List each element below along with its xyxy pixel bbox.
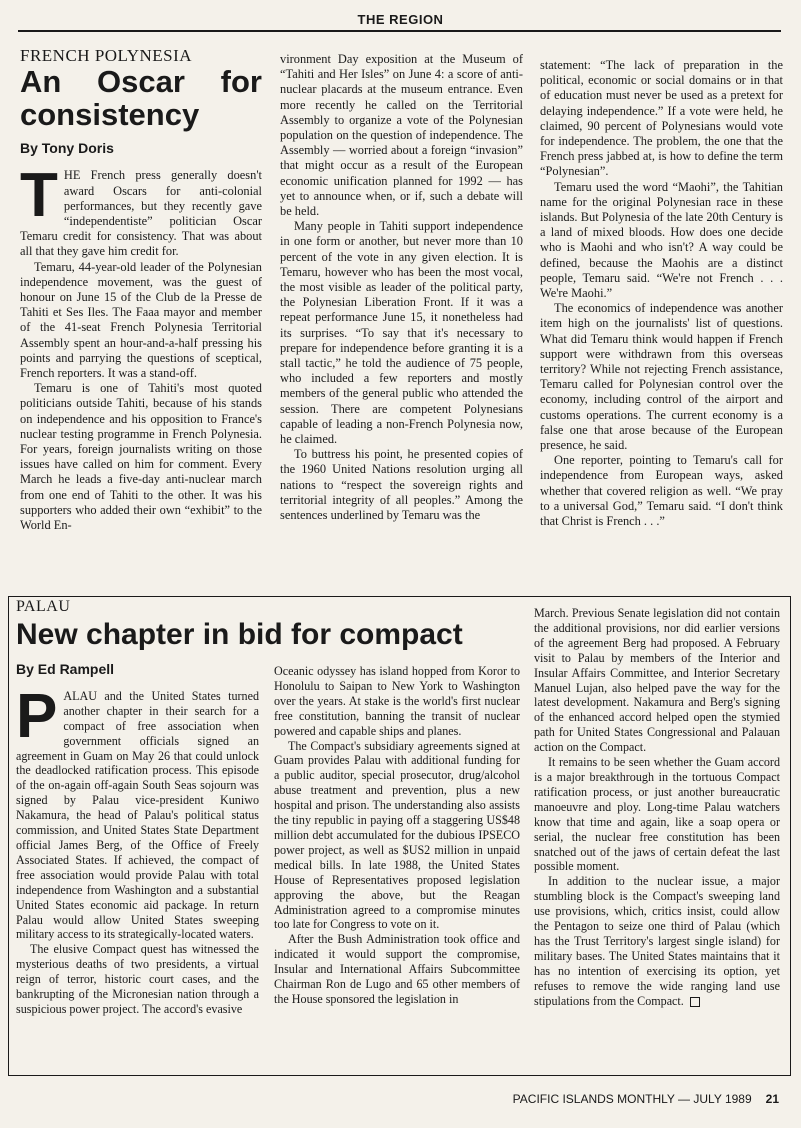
paragraph: The Compact's subsidiary agreements signed at Guam provides Palau with additional funding for a public auditor, special prosecutor, drug/alcohol abuse treatment and prevention, plus a new hospital and prison. The understanding also assists the tiny republic in paying off a staggering US$48 million debt accumulated for the dubious IPSECO power project, as well as $US2 million in unpaid medical bills. In late 1988, the United States House of Representatives proposed legislation approving the above, but the Reagan Administration agreed to a compromise minutes too late for Congress to vote on it. xyxy=(274,738,520,932)
paragraph: Oceanic odyssey has island hopped from Koror to Honolulu to Saipan to New York to Washington over the years. At stake is the world's first nuclear free constitution, banning the transit of nuclear powered and capable ships and planes. xyxy=(274,664,520,738)
paragraph: The economics of independence was another item high on the journalists' list of questions. What did Temaru think would happen if French support were withdrawn from this overseas territory? While not rejecting French assistance, Temaru called for Polynesian control over the economy, including control of the airport and customs operations. The current economy is a false one that arose because of the European presence, he said. xyxy=(540,301,783,453)
article2-column-3 xyxy=(534,606,780,1008)
article2-dropcap: P xyxy=(16,681,58,751)
paragraph: One reporter, pointing to Temaru's call for independence from European ways, asked whether that covered religion as well. “We pray to a universal God,” Temaru said. “I don't think that Christ is French . . .” xyxy=(540,453,783,529)
page-number: 21 xyxy=(765,1092,779,1106)
top-rule xyxy=(18,30,781,32)
end-mark-icon xyxy=(690,997,700,1007)
article2-header xyxy=(16,598,463,661)
paragraph: March. Previous Senate legislation did not contain the additional provisions, nor did earlier versions of the agreement Berg had proposed. A February visit to Palau by members of the Interior and Insular Affairs Committee, and Interior Secretary Manuel Lujan, also helped pave the way for the latest development. Nakamura and Berg's signing of the enhanced accord helped open the stymied path for United States Congressional and Palauan action on the Compact. xyxy=(534,606,780,755)
paragraph: The elusive Compact quest has witnessed the mysterious deaths of two presidents, a virtual reign of terror, historic court cases, and the bankrupting of the Micronesian nation through a suspicious power project. The accord's evasive xyxy=(16,942,259,1016)
article2-column-1 xyxy=(16,662,259,1017)
paragraph: Temaru is one of Tahiti's most quoted politicians outside Tahiti, because of his stands on independence and his opposition to France's nuclear testing programme in French Polynesia. For years, foreign journalists writing on those issues have called on him for comment. Every March he leads a five-day anti-nuclear march from one end of Tahiti to the other. It was his supporters who added their own “exhibit” to the World En- xyxy=(20,381,262,533)
article2-headline: New chapter in bid for compact xyxy=(16,618,463,651)
paragraph: To buttress his point, he presented copies of the 1960 United Nations resolution urging all nations to “respect the sovereign rights and territorial integrity of all peoples.” Among the sentences underlined by Temaru was the xyxy=(280,447,523,523)
paragraph: After the Bush Administration took office and indicated it would support the compromise, Insular and International Affairs Subcommittee Chairman Ron de Lugo and 65 other members of the House sponsored the legislation in xyxy=(274,932,520,1006)
page-footer xyxy=(513,1092,779,1106)
article1-column-3 xyxy=(540,58,783,529)
paragraph: Temaru, 44-year-old leader of the Polynesian independence movement, was the guest of honour on June 15 of the Club de la Presse de Tahiti et Ses Iles. The Faaa mayor and member of the 41-seat French Polynesia Territorial Assembly spent an hour-and-a-half pressing his points and parrying the questions of sceptical, French reporters. It was a stand-off. xyxy=(20,259,262,381)
paragraph: It remains to be seen whether the Guam accord is a major breakthrough in the tortuous Compact ratification process, or just another bureaucratic manoeuvre and ploy. Long-time Palau watchers know that time and again, like a soap opera or serial, the nuclear free constitution has been snatched out of the jaws of certain defeat the last possible moment. xyxy=(534,755,780,874)
article1-column-2 xyxy=(280,52,523,523)
paragraph: Many people in Tahiti support independence in one form or another, but never more than 10 percent of the vote in any given election. It is Temaru, however who has been the most vocal, the most visible as leader of the political party, the Polynesian Liberation Front. If it was a repeat performance June 15, it nonetheless had its surprises. “To say that it's necessary to prepare for independence before granting it is a stall tactic,” he told the audience of 75 people, who included a few reporters and mostly members of the general public who attended the session. There are competent Polynesians capable of leading a non-French Polynesia now, he claimed. xyxy=(280,219,523,447)
article1-kicker: FRENCH POLYNESIA xyxy=(20,46,193,65)
paragraph: statement: “The lack of preparation in the political, economic or social domains or in that of education must never be used as a pretext for delaying independence.” If a vote were held, he claimed, 90 percent of Polynesians would vote for independence. The problem, the one that the French press jabbed at, is how to define the term “Polynesian”. xyxy=(540,58,783,179)
paragraph xyxy=(534,874,780,1008)
article1-column-1 xyxy=(20,48,262,533)
article2-column-2 xyxy=(274,664,520,1007)
paragraph: Temaru used the word “Maohi”, the Tahitian name for the original Polynesian race in these islands. But Polynesia of the late 20th Century is a land of mixed bloods. How does one decide who is Maohi and who isn't? A way could be defined, because the Maohis are a distinct people, Temaru said. “We're not French . . . We're Maohi.” xyxy=(540,179,783,301)
paragraph: ALAU and the United States turned another chapter in their search for a compact of free association when government officials signed an agreement in Guam on May 26 that could unlock the deadlocked ratification process. This episode of the on-again off-again South Seas sojourn was signed by Palau vice-president Kuniwo Nakamura, the head of Palau's political status commission, and United States State Department official James Berg, of the Office of Freely Associated States. If achieved, the compact of free association would provide Palau with total independence from Washington and a substantial United States economic aid package. In return Palau would allow United States sweeping military access to its strategically-located waters. xyxy=(16,688,259,942)
article2-byline: By Ed Rampell xyxy=(16,661,115,677)
paragraph: vironment Day exposition at the Museum of “Tahiti and Her Isles” on June 4: a score of anti-nuclear placards at the museum entrance. Even more recently he called on the Territorial Assembly to organize a vote of the Polynesian population on the question of independence. The Assembly — worried about a foreign “invasion” that might occur as a result of the European economic unification planned for 1992 — has yet to announce when, or if, such a debate will be held. xyxy=(280,52,523,219)
paragraph: HE French press generally doesn't award Oscars for anti-colonial performances, but they recently gave “independentiste” politician Oscar Temaru credit for consistency. That was about all that they gave him credit for. xyxy=(20,168,262,259)
publication-line: PACIFIC ISLANDS MONTHLY — JULY 1989 xyxy=(512,1092,752,1106)
article2-kicker: PALAU xyxy=(16,598,71,615)
section-label: THE REGION xyxy=(357,12,444,27)
article1-dropcap: T xyxy=(20,161,58,231)
article1-headline: An Oscar for consistency xyxy=(20,64,262,133)
paragraph-text: In addition to the nuclear issue, a major stumbling block is the Compact's sweeping land use provisions, which, critics insist, could allow the Pentagon to seize one third of Palau (which has the Trust Territory's largest single island) for military bases. The United States maintains that it has no intention of exercising its option, yet refuses to remove the wide ranging land use stipulations from the Compact. xyxy=(534,874,780,1008)
article1-byline: By Tony Doris xyxy=(20,140,114,157)
